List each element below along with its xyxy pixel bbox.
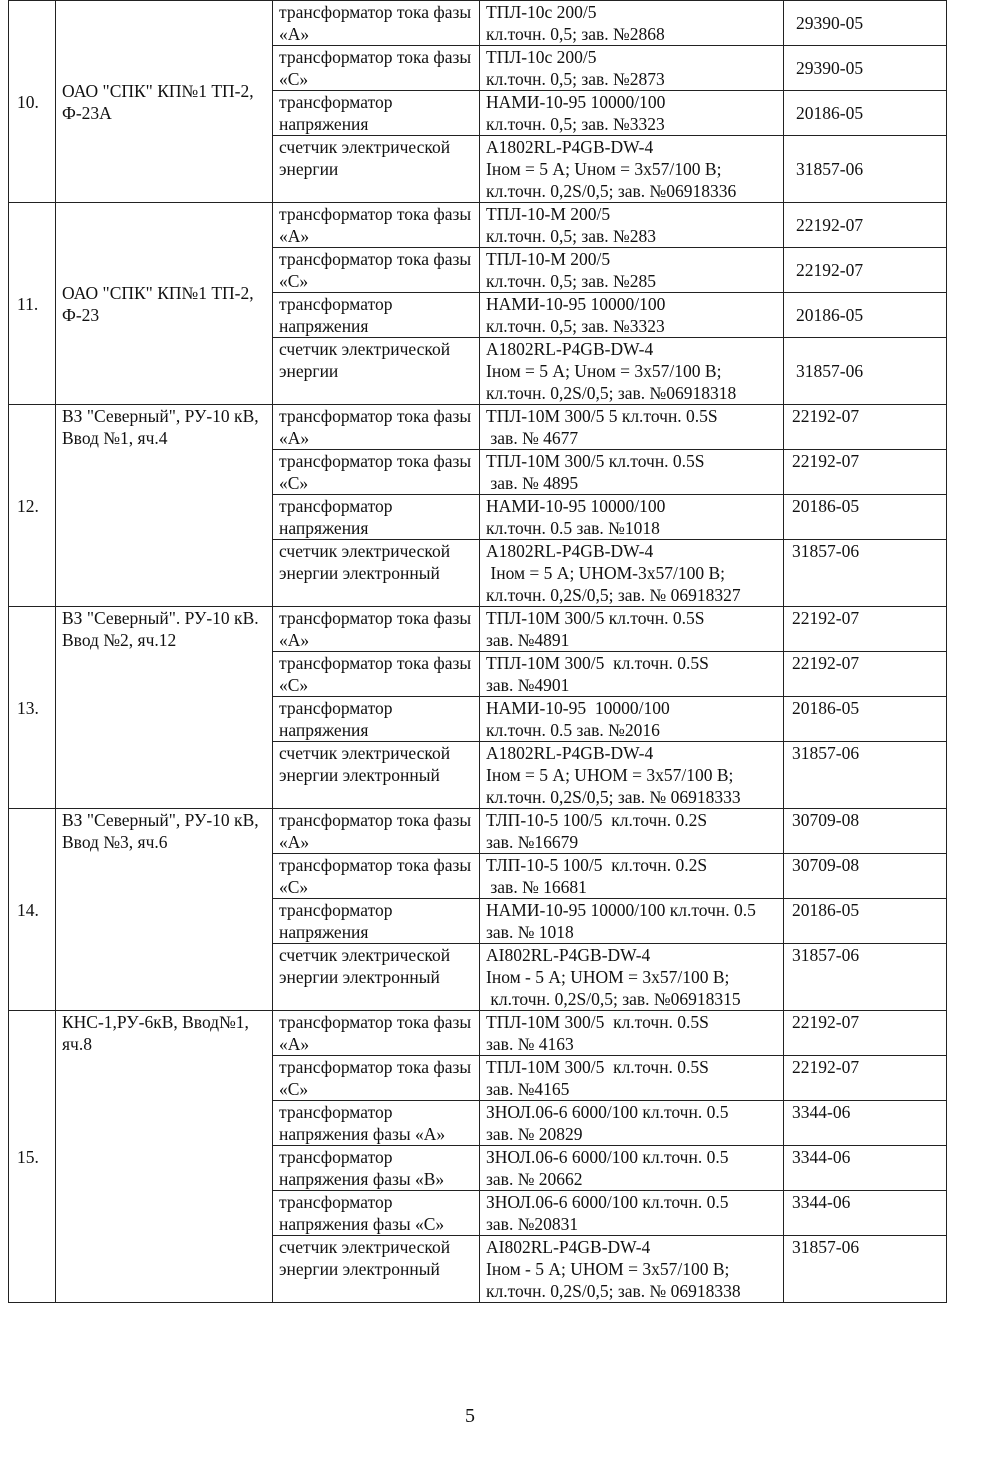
spec-line: кл.точн. 0,5; зав. №285 <box>486 271 656 291</box>
spec-line: Iном = 5 А; Uном = 3x57/100 В; <box>486 361 722 381</box>
object-name: ВЗ "Северный", РУ-10 кВ, Ввод №3, яч.6 <box>56 809 273 1011</box>
spec-line: зав. №20831 <box>486 1214 579 1234</box>
registry-number: 20186-05 <box>784 899 947 944</box>
spec-line: ТЛП-10-5 100/5 кл.точн. 0.2S <box>486 810 708 830</box>
spec-line: кл.точн. 0,2S/0,5; зав. №06918318 <box>486 383 737 403</box>
table-row <box>9 1 947 46</box>
registry-number: 31857-06 <box>784 1236 947 1303</box>
equipment-spec <box>480 1 784 46</box>
equipment-type: трансформатор тока фазы «С» <box>273 1056 480 1101</box>
registry-number: 31857-06 <box>784 944 947 1011</box>
spec-line: кл.точн. 0,2S/0,5; зав. №06918315 <box>486 989 741 1009</box>
equipment-type: трансформатор тока фазы «А» <box>273 203 480 248</box>
equipment-spec <box>480 91 784 136</box>
table-row <box>9 607 947 652</box>
spec-line: кл.точн. 0,5; зав. №2868 <box>486 24 665 44</box>
object-name: ВЗ "Северный". РУ-10 кВ. Ввод №2, яч.12 <box>56 607 273 809</box>
registry-number: 22192-07 <box>784 1056 947 1101</box>
spec-line: НАМИ-10-95 10000/100 <box>486 294 666 314</box>
spec-line: ТПЛ-10с 200/5 <box>486 2 597 22</box>
document-page <box>8 0 947 1303</box>
equipment-spec <box>480 293 784 338</box>
equipment-type: счетчик электрической энергии электронный <box>273 944 480 1011</box>
spec-line: ЗНОЛ.06-6 6000/100 кл.точн. 0.5 <box>486 1102 729 1122</box>
spec-line: ТПЛ-10-М 200/5 <box>486 249 611 269</box>
spec-line: зав. №4901 <box>486 675 570 695</box>
spec-line: кл.точн. 0,2S/0,5; зав. № 06918338 <box>486 1281 741 1301</box>
spec-line: кл.точн. 0,5; зав. №2873 <box>486 69 665 89</box>
table-row <box>9 809 947 854</box>
registry-number: 3344-06 <box>784 1191 947 1236</box>
equipment-type: трансформатор тока фазы «А» <box>273 405 480 450</box>
equipment-type: счетчик электрической энергии электронный <box>273 540 480 607</box>
item-number: 10. <box>9 1 56 203</box>
registry-number: 31857-06 <box>784 540 947 607</box>
item-number: 11. <box>9 203 56 405</box>
equipment-type: трансформатор напряжения фазы «А» <box>273 1101 480 1146</box>
equipment-type: трансформатор тока фазы «А» <box>273 607 480 652</box>
registry-number: 22192-07 <box>784 1011 947 1056</box>
registry-number: 29390-05 <box>784 1 947 46</box>
spec-line: кл.точн. 0,2S/0,5; зав. № 06918333 <box>486 787 741 807</box>
equipment-spec <box>480 248 784 293</box>
equipment-spec <box>480 1101 784 1146</box>
page-number: 5 <box>465 1405 475 1427</box>
item-number: 15. <box>9 1011 56 1303</box>
table-row <box>9 405 947 450</box>
spec-line: A1802RL-P4GB-DW-4 <box>486 743 654 763</box>
registry-number: 30709-08 <box>784 809 947 854</box>
equipment-spec <box>480 1011 784 1056</box>
spec-line: кл.точн. 0,5; зав. №3323 <box>486 114 665 134</box>
spec-line: зав. № 4895 <box>486 473 579 493</box>
equipment-type: счетчик электрической энергии <box>273 338 480 405</box>
equipment-spec <box>480 899 784 944</box>
spec-line: кл.точн. 0,5; зав. №283 <box>486 226 656 246</box>
spec-line: НАМИ-10-95 10000/100 <box>486 496 666 516</box>
equipment-type: трансформатор тока фазы «А» <box>273 1011 480 1056</box>
item-number: 12. <box>9 405 56 607</box>
spec-line: Iном - 5 А; UНОМ = 3x57/100 В; <box>486 967 730 987</box>
equipment-type: трансформатор тока фазы «С» <box>273 248 480 293</box>
registry-number: 20186-05 <box>784 91 947 136</box>
spec-line: Iном = 5 А; UНОМ = 3x57/100 В; <box>486 765 734 785</box>
equipment-type: трансформатор напряжения <box>273 293 480 338</box>
spec-line: ТПЛ-10М 300/5 кл.точн. 0.5S <box>486 608 705 628</box>
equipment-spec <box>480 495 784 540</box>
spec-line: A1802RL-P4GB-DW-4 <box>486 137 654 157</box>
equipment-spec <box>480 1191 784 1236</box>
equipment-type: трансформатор тока фазы «А» <box>273 809 480 854</box>
equipment-spec <box>480 136 784 203</box>
spec-line: ТПЛ-10М 300/5 кл.точн. 0.5S <box>486 451 705 471</box>
spec-line: зав. №4891 <box>486 630 570 650</box>
spec-line: ТПЛ-10с 200/5 <box>486 47 597 67</box>
equipment-table <box>8 0 947 1303</box>
equipment-spec <box>480 854 784 899</box>
spec-line: ТПЛ-10М 300/5 кл.точн. 0.5S <box>486 653 709 673</box>
registry-number: 3344-06 <box>784 1101 947 1146</box>
registry-number: 22192-07 <box>784 450 947 495</box>
registry-number: 31857-06 <box>784 338 947 405</box>
spec-line: НАМИ-10-95 10000/100 <box>486 698 670 718</box>
equipment-type: трансформатор напряжения фазы «В» <box>273 1146 480 1191</box>
equipment-spec <box>480 1056 784 1101</box>
registry-number: 20186-05 <box>784 697 947 742</box>
equipment-type: трансформатор тока фазы «С» <box>273 652 480 697</box>
equipment-spec <box>480 944 784 1011</box>
equipment-type: счетчик электрической энергии электронный <box>273 1236 480 1303</box>
spec-line: НАМИ-10-95 10000/100 кл.точн. 0.5 <box>486 900 756 920</box>
spec-line: Iном = 5 А; UНОМ-3x57/100 В; <box>486 563 726 583</box>
equipment-spec <box>480 46 784 91</box>
item-number: 13. <box>9 607 56 809</box>
spec-line: AI802RL-P4GB-DW-4 <box>486 945 651 965</box>
equipment-type: трансформатор напряжения <box>273 697 480 742</box>
equipment-type: трансформатор тока фазы «С» <box>273 450 480 495</box>
registry-number: 20186-05 <box>784 495 947 540</box>
spec-line: кл.точн. 0,2S/0,5; зав. №06918336 <box>486 181 737 201</box>
equipment-type: трансформатор напряжения <box>273 899 480 944</box>
spec-line: зав. № 1018 <box>486 922 574 942</box>
equipment-type: трансформатор тока фазы «А» <box>273 1 480 46</box>
equipment-spec <box>480 742 784 809</box>
spec-line: Iном - 5 А; UНОМ = 3x57/100 В; <box>486 1259 730 1279</box>
spec-line: зав. № 4163 <box>486 1034 574 1054</box>
registry-number: 3344-06 <box>784 1146 947 1191</box>
spec-line: ТПЛ-10М 300/5 кл.точн. 0.5S <box>486 1012 709 1032</box>
equipment-spec <box>480 607 784 652</box>
spec-line: ЗНОЛ.06-6 6000/100 кл.точн. 0.5 <box>486 1147 729 1167</box>
spec-line: зав. № 20662 <box>486 1169 583 1189</box>
spec-line: AI802RL-P4GB-DW-4 <box>486 1237 651 1257</box>
object-name: ОАО "СПК" КП№1 ТП-2, Ф-23 <box>56 203 273 405</box>
spec-line: зав. № 20829 <box>486 1124 583 1144</box>
spec-line: ЗНОЛ.06-6 6000/100 кл.точн. 0.5 <box>486 1192 729 1212</box>
equipment-type: счетчик электрической энергии <box>273 136 480 203</box>
table-row <box>9 1011 947 1056</box>
spec-line: Iном = 5 А; Uном = 3x57/100 В; <box>486 159 722 179</box>
registry-number: 20186-05 <box>784 293 947 338</box>
spec-line: НАМИ-10-95 10000/100 <box>486 92 666 112</box>
equipment-type: трансформатор тока фазы «С» <box>273 46 480 91</box>
object-name: КНС-1,РУ-6кВ, Ввод№1, яч.8 <box>56 1011 273 1303</box>
table-row <box>9 203 947 248</box>
spec-line: кл.точн. 0.5 зав. №2016 <box>486 720 660 740</box>
spec-line: A1802RL-P4GB-DW-4 <box>486 339 654 359</box>
equipment-spec <box>480 405 784 450</box>
equipment-spec <box>480 697 784 742</box>
equipment-spec <box>480 450 784 495</box>
object-name: ОАО "СПК" КП№1 ТП-2, Ф-23А <box>56 1 273 203</box>
registry-number: 22192-07 <box>784 203 947 248</box>
equipment-spec <box>480 1236 784 1303</box>
spec-line: кл.точн. 0.5 зав. №1018 <box>486 518 660 538</box>
object-name: ВЗ "Северный", РУ-10 кВ, Ввод №1, яч.4 <box>56 405 273 607</box>
spec-line: ТЛП-10-5 100/5 кл.точн. 0.2S <box>486 855 708 875</box>
equipment-spec <box>480 809 784 854</box>
equipment-type: трансформатор напряжения <box>273 91 480 136</box>
registry-number: 22192-07 <box>784 607 947 652</box>
spec-line: зав. №16679 <box>486 832 579 852</box>
spec-line: A1802RL-P4GB-DW-4 <box>486 541 654 561</box>
registry-number: 22192-07 <box>784 652 947 697</box>
registry-number: 22192-07 <box>784 405 947 450</box>
equipment-spec <box>480 338 784 405</box>
equipment-type: трансформатор напряжения фазы «С» <box>273 1191 480 1236</box>
spec-line: ТПЛ-10-М 200/5 <box>486 204 611 224</box>
registry-number: 22192-07 <box>784 248 947 293</box>
equipment-spec <box>480 652 784 697</box>
spec-line: зав. № 16681 <box>486 877 587 897</box>
equipment-type: трансформатор напряжения <box>273 495 480 540</box>
equipment-type: трансформатор тока фазы «С» <box>273 854 480 899</box>
spec-line: зав. №4165 <box>486 1079 570 1099</box>
registry-number: 31857-06 <box>784 742 947 809</box>
equipment-spec <box>480 203 784 248</box>
item-number: 14. <box>9 809 56 1011</box>
equipment-spec <box>480 1146 784 1191</box>
spec-line: зав. № 4677 <box>486 428 579 448</box>
registry-number: 29390-05 <box>784 46 947 91</box>
registry-number: 31857-06 <box>784 136 947 203</box>
registry-number: 30709-08 <box>784 854 947 899</box>
spec-line: ТПЛ-10М 300/5 5 кл.точн. 0.5S <box>486 406 718 426</box>
equipment-type: счетчик электрической энергии электронный <box>273 742 480 809</box>
spec-line: кл.точн. 0,2S/0,5; зав. № 06918327 <box>486 585 741 605</box>
equipment-spec <box>480 540 784 607</box>
spec-line: кл.точн. 0,5; зав. №3323 <box>486 316 665 336</box>
spec-line: ТПЛ-10М 300/5 кл.точн. 0.5S <box>486 1057 709 1077</box>
